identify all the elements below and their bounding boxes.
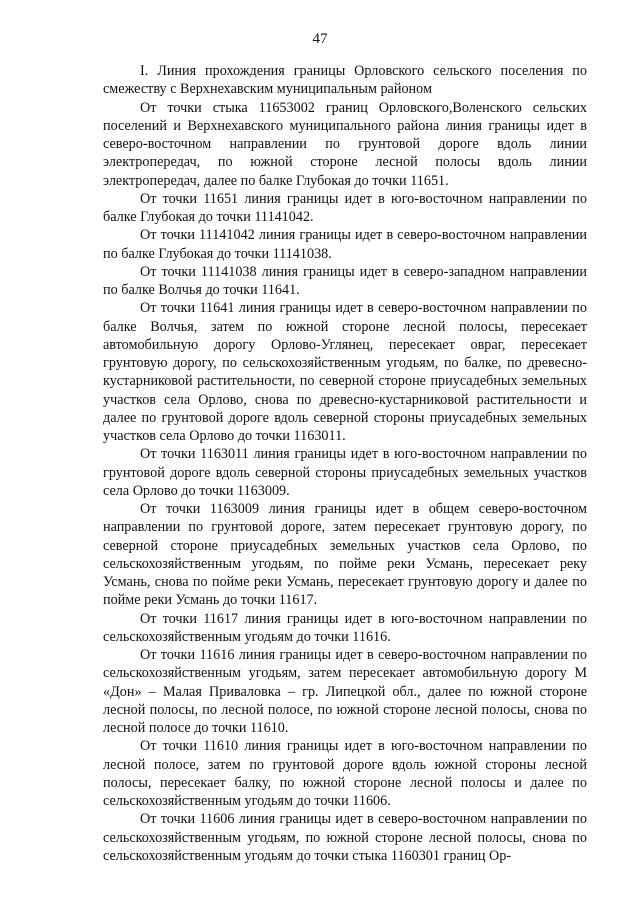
page-number: 47 — [312, 31, 328, 47]
paragraph-11: От точки 11606 линия границы идет в северо-восточном направлении по сельскохозяйственным угодьям, по южной стороне лесной полосы, снова по сельскохозяйственным угодьям до точки стыка 1160301 границ Ор- — [103, 811, 587, 864]
paragraph-6: От точки 1163011 линия границы идет в юго-восточном направлении по грунтовой дороге вдоль северной стороны приусадебных земельных участков села Орлово до точки 1163009. — [103, 446, 587, 499]
paragraph-8: От точки 11617 линия границы идет в юго-восточном направлении по сельскохозяйственным угодьям до точки 11616. — [103, 610, 587, 645]
document-body — [103, 62, 587, 865]
paragraph-1: От точки стыка 11653002 границ Орловского,Воленского сельских поселений и Верхнехавского муниципального района линия границы идет в северо-восточном направлении по грунтовой дороге вдоль линии электропередач, по южной стороне лесной полосы вдоль линии электропередач, далее по балке Глубокая до точки 11651. — [103, 99, 587, 189]
paragraph-4: От точки 11141038 линия границы идет в северо-западном направлении по балке Волчья до точки 11641. — [103, 263, 587, 298]
paragraph-3: От точки 11141042 линия границы идет в северо-восточном направлении по балке Глубокая до точки 11141038. — [103, 227, 587, 262]
paragraph-2: От точки 11651 линия границы идет в юго-восточном направлении по балке Глубокая до точки 11141042. — [103, 190, 587, 225]
paragraph-10: От точки 11610 линия границы идет в юго-восточном направлении по лесной полосе, затем по грунтовой дороге вдоль южной стороны лесной полосы, пересекает балку, по южной стороне лесной полосы и далее по сельскохозяйственным угодьям до точки 11606. — [103, 738, 587, 809]
section-heading-paragraph: I. Линия прохождения границы Орловского сельского поселения по смежеству с Верхнехавским муниципальным районом — [103, 63, 587, 98]
paragraph-5: От точки 11641 линия границы идет в северо-восточном направлении по балке Волчья, затем по южной стороне лесной полосы, пересекает автомобильную дорогу Орлово-Углянец, пересекает овраг, пересекает грунтовую дорогу, по сельскохозяйственным угодьям, по балке, по древесно-кустарниковой растительности, по северной стороне приусадебных земельных участков села Орлово, снова по древесно-кустарниковой растительности и далее по грунтовой дороге вдоль северной стороны приусадебных земельных участков села Орлово до точки 1163011. — [103, 300, 587, 444]
paragraph-9: От точки 11616 линия границы идет в северо-восточном направлении по сельскохозяйственным угодьям, затем пересекает автомобильную дорогу М «Дон» – Малая Приваловка – гр. Липецкой обл., далее по южной стороне лесной полосы, по лесной полосе, по южной стороне лесной полосы, снова по лесной полосе до точки 11610. — [103, 647, 587, 736]
paragraph-7: От точки 1163009 линия границы идет в общем северо-восточном направлении по грунтовой дороге, затем пересекает грунтовую дорогу, по северной стороне приусадебных земельных участков села Орлово, по сельскохозяйственным угодьям, по пойме реки Усмань, пересекает реку Усмань, снова по пойме реки Усмань, пересекает грунтовую дорогу и далее по пойме реки Усмань до точки 11617. — [103, 501, 587, 609]
